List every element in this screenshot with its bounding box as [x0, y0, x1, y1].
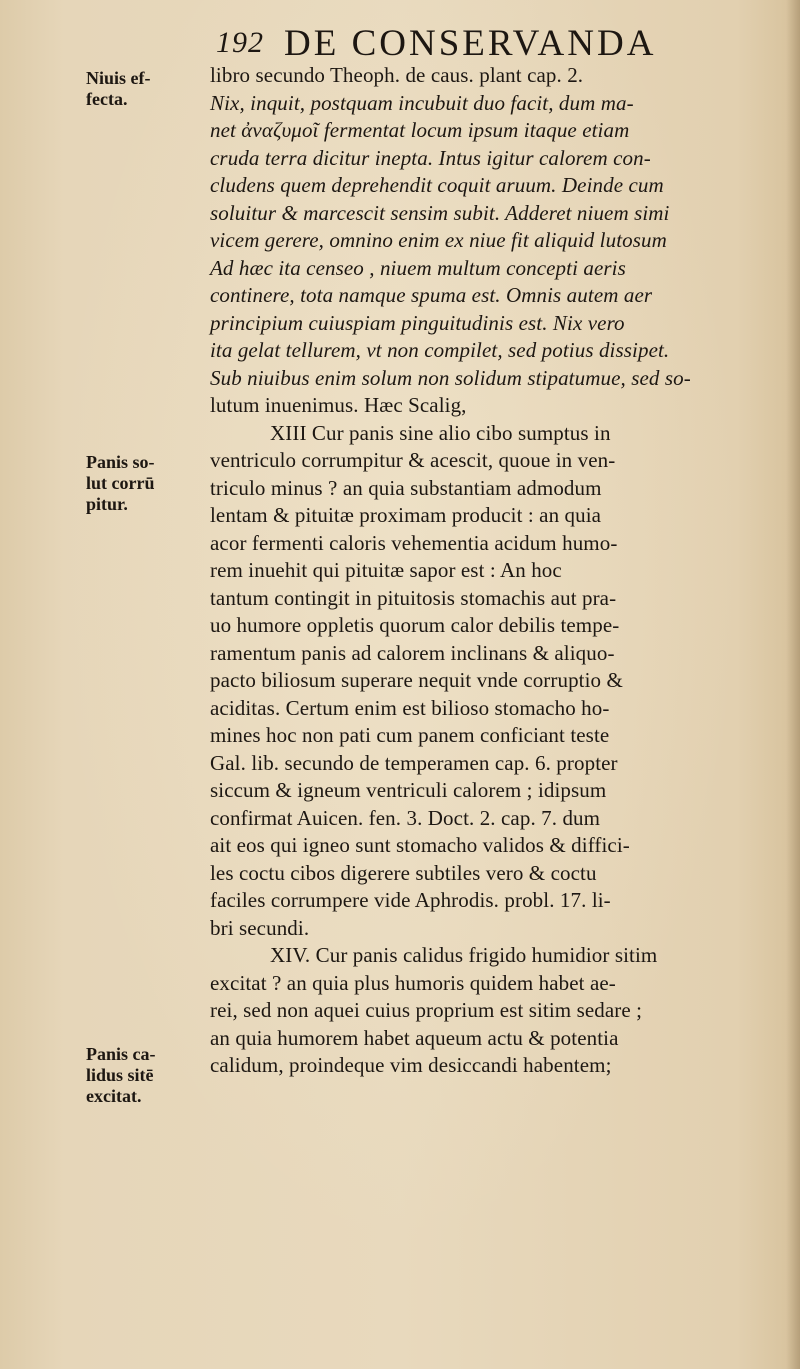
text-line: Gal. lib. secundo de temperamen cap. 6. propter: [210, 750, 618, 775]
text-line: an quia humorem habet aqueum actu & potentia: [210, 1025, 619, 1050]
text-line: mines hoc non pati cum panem conficiant teste: [210, 723, 610, 747]
text-line: Ad hæc ita censeo , niuem multum concepti aeris: [210, 255, 626, 280]
text-line: soluitur & marcescit sensim subit. Adderet niuem simi: [210, 200, 670, 225]
page-edge-shadow: [786, 0, 800, 1369]
margin-note-line: lidus sitē: [86, 1065, 154, 1085]
text-line: ita gelat tellurem, vt non compilet, sed potius dissipet.: [210, 338, 670, 362]
text-line: siccum & igneum ventriculi calorem ; idipsum: [210, 778, 607, 802]
margin-note-line: pitur.: [86, 494, 128, 514]
body-text: [210, 62, 770, 1080]
text-line: rem inuehit qui pituitæ sapor est : An hoc: [210, 558, 562, 582]
margin-note-line: Panis so-: [86, 452, 155, 472]
text-line: tantum contingit in pituitosis stomachis aut pra-: [210, 585, 617, 610]
running-title: DE CONSERVANDA: [284, 23, 657, 64]
text-line: ventriculo corrumpitur & acescit, quoue in ven-: [210, 448, 616, 472]
text-line: ait eos qui igneo sunt stomacho validos & diffici-: [210, 833, 630, 857]
text-line: libro secundo Theoph. de caus. plant cap. 2.: [210, 63, 584, 87]
margin-note-line: fecta.: [86, 89, 128, 109]
text-line: excitat ? an quia plus humoris quidem habet ae-: [210, 970, 616, 995]
text-line: aciditas. Certum enim est bilioso stomacho ho-: [210, 695, 610, 720]
page-number: 192: [216, 26, 264, 59]
text-line: confirmat Auicen. fen. 3. Doct. 2. cap. 7. dum: [210, 805, 601, 830]
page-header: [200, 22, 720, 62]
section-heading-xiii: XIII Cur panis sine alio cibo sumptus in: [270, 420, 611, 445]
text-line: cludens quem deprehendit coquit aruum. Deinde cum: [210, 173, 664, 197]
text-line: net ἀναζυμοῖ fermentat locum ipsum itaque etiam: [210, 118, 630, 142]
text-line: calidum, proindeque vim desiccandi habentem;: [210, 1053, 612, 1077]
text-line: cruda terra dicitur inepta. Intus igitur calorem con-: [210, 145, 651, 170]
text-line: acor fermenti caloris vehementia acidum humo-: [210, 530, 618, 555]
margin-note-snow: [86, 68, 206, 110]
text-line: Sub niuibus enim solum non solidum stipatumue, sed so-: [210, 365, 691, 390]
margin-note-bread-corrupt: [86, 452, 206, 515]
text-line: lutum inuenimus. Hæc Scalig,: [210, 393, 467, 417]
text-line: les coctu cibos digerere subtiles vero & coctu: [210, 860, 597, 885]
text-line: uo humore oppletis quorum calor debilis tempe-: [210, 613, 620, 637]
margin-note-line: Panis ca-: [86, 1044, 156, 1064]
text-line: rei, sed non aquei cuius proprium est sitim sedare ;: [210, 998, 643, 1022]
text-line: pacto biliosum superare nequit vnde corruptio &: [210, 668, 623, 692]
text-line: continere, tota namque spuma est. Omnis autem aer: [210, 283, 653, 307]
text-line: faciles corrumpere vide Aphrodis. probl. 17. li-: [210, 888, 611, 912]
section-heading-xiv: XIV. Cur panis calidus frigido humidior sitim: [270, 943, 658, 967]
text-line: triculo minus ? an quia substantiam admodum: [210, 475, 602, 500]
margin-note-line: lut corrū: [86, 473, 155, 493]
text-line: lentam & pituitæ proximam producit : an quia: [210, 503, 602, 527]
margin-note-line: Niuis ef-: [86, 68, 151, 88]
margin-note-bread-thirst: [86, 1044, 206, 1107]
text-line: Nix, inquit, postquam incubuit duo facit, dum ma-: [210, 90, 634, 115]
text-line: ramentum panis ad calorem inclinans & aliquo-: [210, 640, 615, 665]
margin-note-line: excitat.: [86, 1086, 142, 1106]
text-line: vicem gerere, omnino enim ex niue fit aliquid lutosum: [210, 228, 667, 252]
text-line: principium cuiuspiam pinguitudinis est. Nix vero: [210, 310, 625, 335]
text-line: bri secundi.: [210, 915, 310, 940]
